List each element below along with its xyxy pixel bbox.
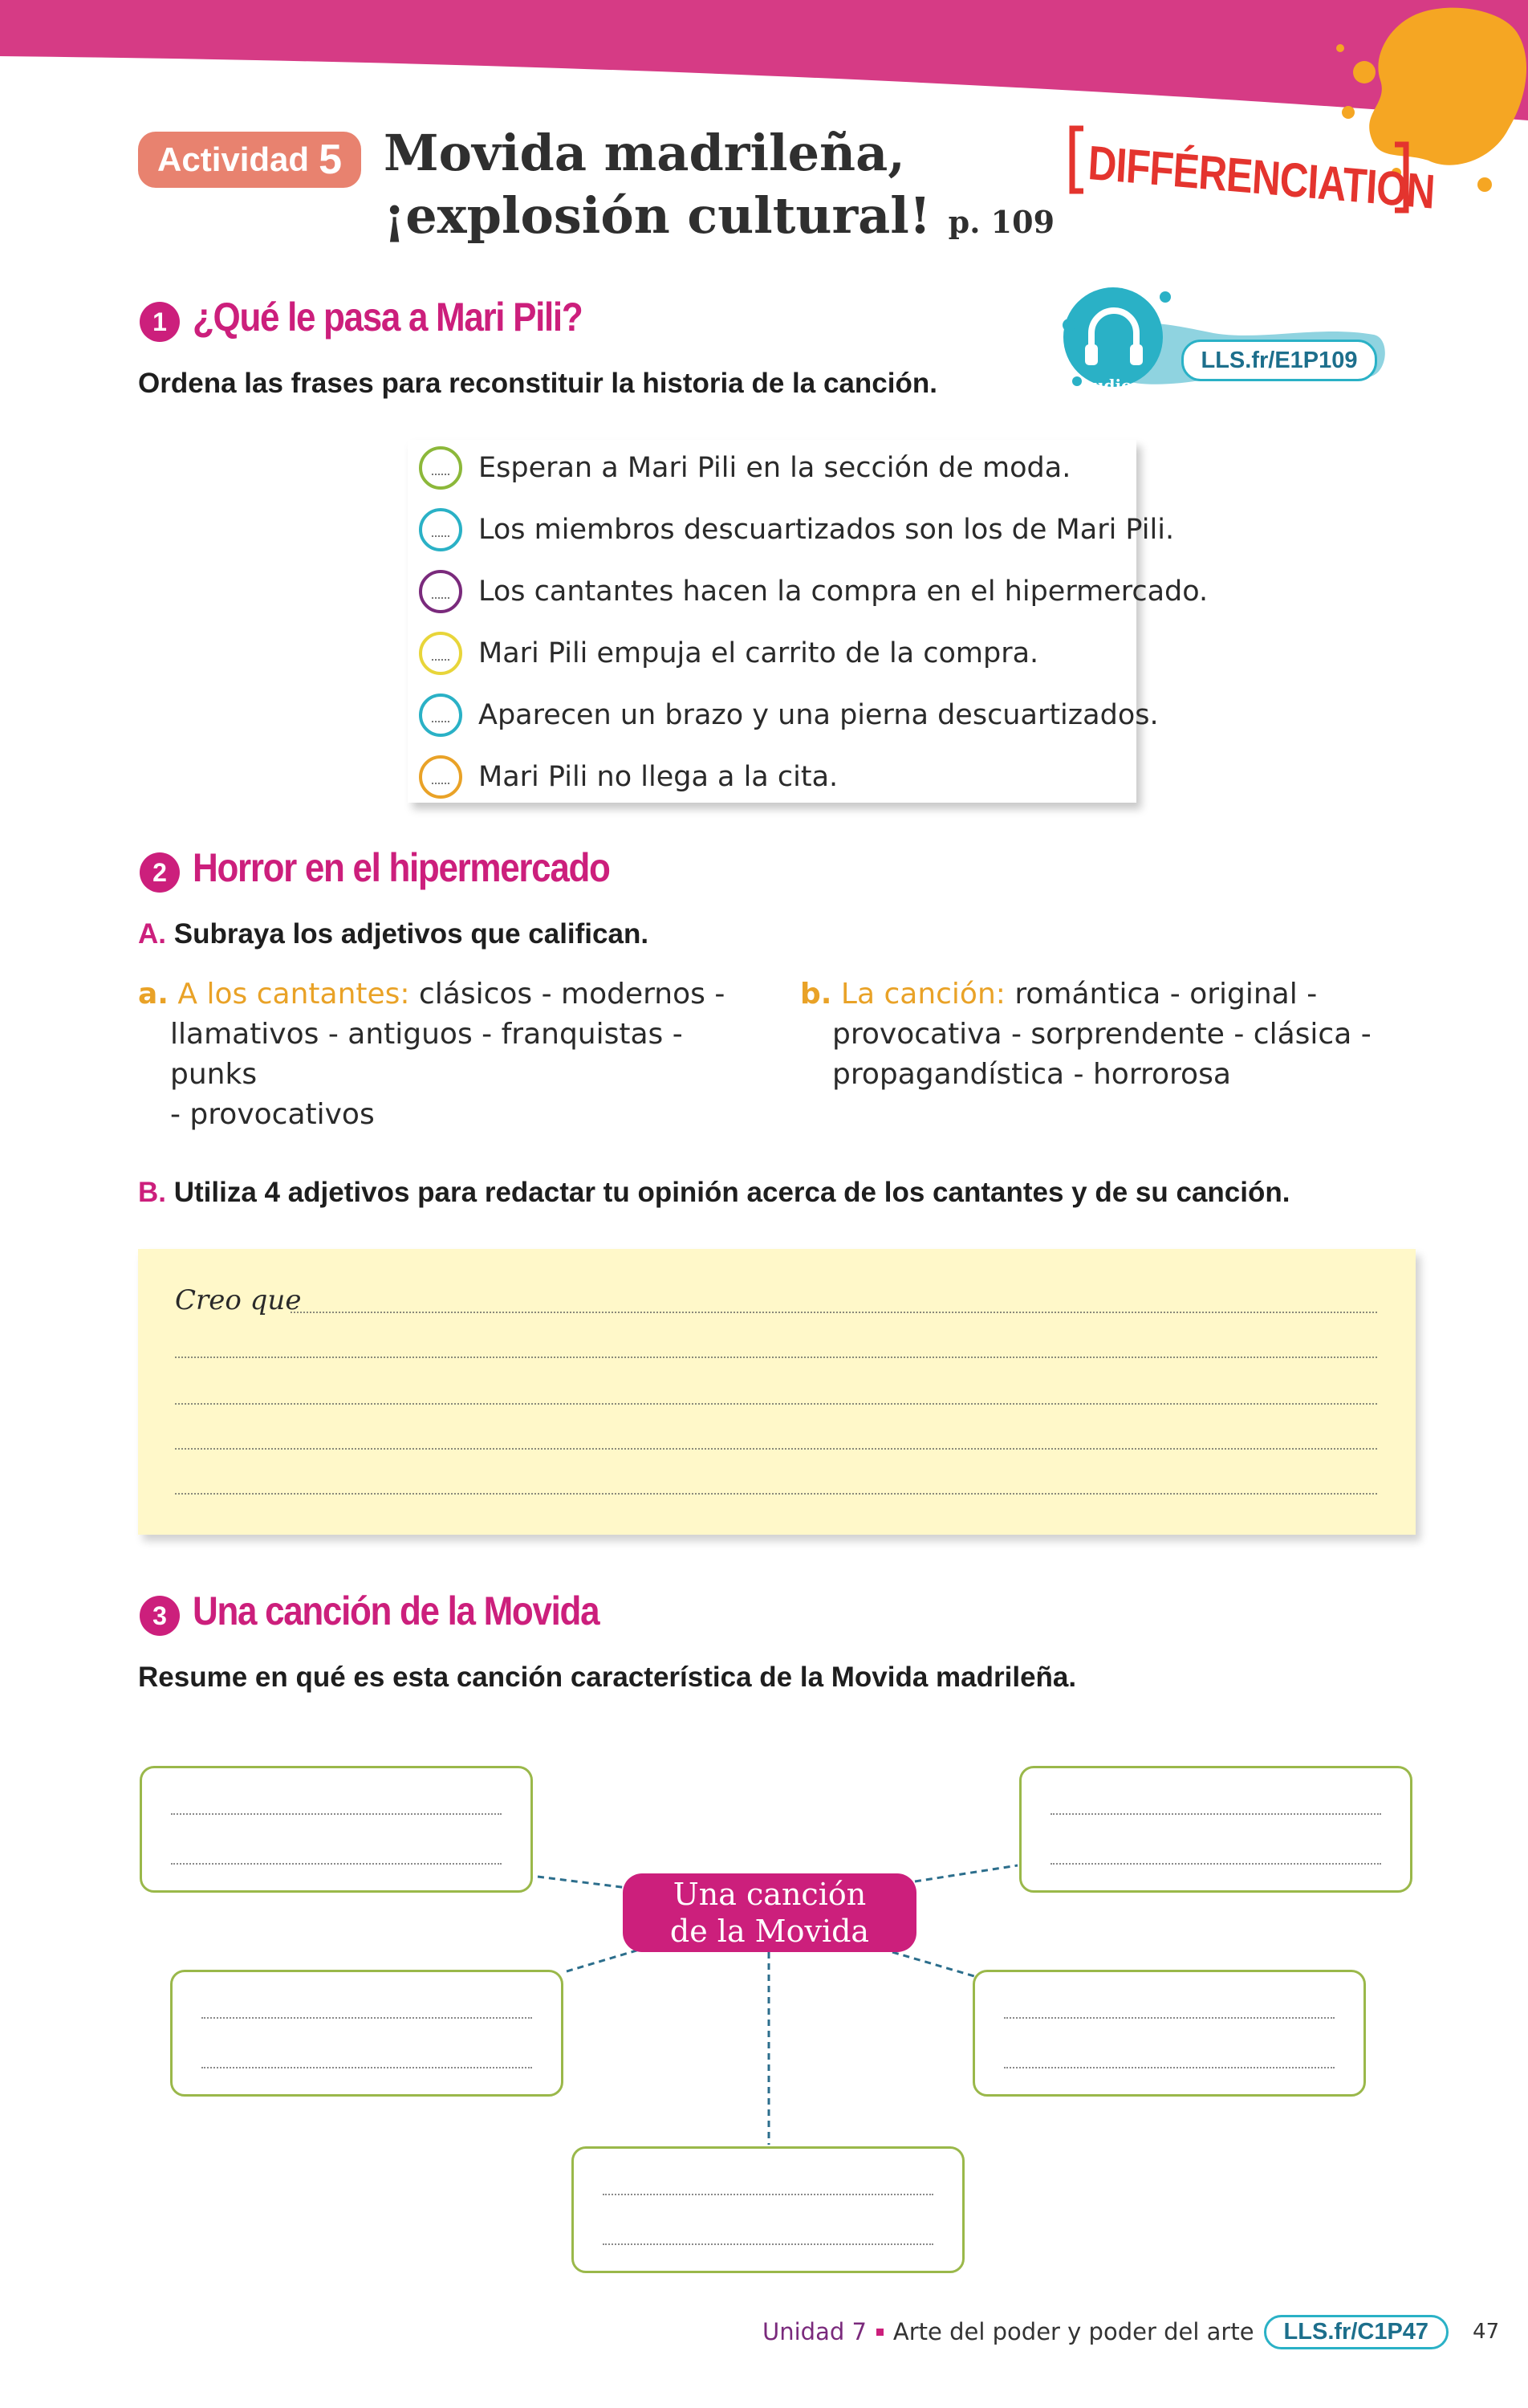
page-title: [384, 122, 1055, 254]
sentence-text: Los cantantes hacen la compra en el hipermercado.: [478, 576, 1209, 608]
footer-unit: Unidad 7: [762, 2318, 867, 2345]
col-a-line[interactable]: llamativos - antiguos - franquistas - punks: [170, 1018, 683, 1091]
col-b-line[interactable]: propagandística - horrorosa: [832, 1058, 1231, 1091]
order-circle-input[interactable]: [419, 632, 462, 675]
sentence-text: Mari Pili empuja el carrito de la compra.: [478, 637, 1039, 669]
section-2-number: 2: [140, 852, 180, 893]
title-line-1: Movida madrileña,: [384, 124, 905, 182]
writing-line[interactable]: [175, 1448, 1377, 1450]
sentence-text: Mari Pili no llega a la cita.: [478, 761, 839, 793]
page-number: 47: [1473, 2320, 1500, 2344]
writing-line[interactable]: [175, 1493, 1377, 1495]
writing-prompt: Creo que: [175, 1284, 302, 1316]
part-b-letter: B.: [138, 1177, 166, 1208]
part-a-text: Subraya los adjetivos que califican.: [173, 918, 649, 950]
bullet-square-icon: [876, 2329, 884, 2336]
differenciation-label: DIFFÉRENCIATION: [1087, 135, 1437, 219]
footer-subtitle: Arte del poder y poder del arte: [892, 2318, 1254, 2345]
sentence-text: Esperan a Mari Pili en la sección de moda.: [478, 452, 1071, 484]
section-1-number: 1: [140, 302, 180, 342]
writing-line[interactable]: [175, 1357, 1377, 1358]
activity-number: 5: [319, 136, 342, 183]
section-3-number: 3: [140, 1596, 180, 1636]
page-footer: [762, 2312, 1499, 2352]
center-line-2: de la Movida: [669, 1914, 870, 1949]
list-item: [419, 440, 1071, 496]
order-circle-input[interactable]: [419, 755, 462, 799]
order-circle-input[interactable]: [419, 694, 462, 737]
mind-map-center: [623, 1873, 916, 1952]
title-line-2: ¡explosión cultural!: [384, 186, 932, 245]
top-banner: [0, 0, 1528, 120]
col-b-line[interactable]: provocativa - sorprendente - clásica -: [832, 1018, 1372, 1051]
col-a-line[interactable]: - provocativos: [170, 1098, 375, 1131]
order-circle-input[interactable]: [419, 446, 462, 490]
col-a-label: A los cantantes:: [177, 978, 410, 1011]
activity-badge: [138, 132, 361, 188]
order-circle-input[interactable]: [419, 508, 462, 551]
differenciation-stamp: [1066, 120, 1437, 219]
mind-map-box-middle-left[interactable]: [170, 1970, 563, 2097]
mind-map-box-top-right[interactable]: [1019, 1766, 1412, 1893]
mind-map-box-top-left[interactable]: [140, 1766, 533, 1893]
part-b-text: Utiliza 4 adjetivos para redactar tu opinión acerca de los cantantes y de su canción.: [173, 1177, 1290, 1208]
col-a-letter: a.: [138, 978, 169, 1011]
part-a-instruction: [138, 918, 648, 950]
section-3-instruction: Resume en qué es esta canción característica de la Movida madrileña.: [138, 1662, 1077, 1693]
col-b-line[interactable]: romántica - original -: [1014, 978, 1318, 1011]
adjectives-song: [800, 974, 1410, 1095]
sentence-text: Los miembros descuartizados son los de Mari Pili.: [478, 514, 1175, 546]
opinion-writing-area[interactable]: [138, 1249, 1416, 1535]
col-a-line[interactable]: clásicos - modernos -: [418, 978, 725, 1011]
list-item: [419, 749, 838, 805]
col-b-label: La canción:: [840, 978, 1006, 1011]
section-3-title: Una canción de la Movida: [193, 1588, 599, 1633]
list-item: [419, 563, 1208, 620]
activity-label: Actividad: [157, 140, 310, 178]
section-2-title: Horror en el hipermercado: [193, 845, 610, 890]
adjectives-singers: [138, 974, 764, 1135]
writing-line[interactable]: [291, 1312, 1377, 1313]
mind-map-box-middle-right[interactable]: [973, 1970, 1366, 2097]
mind-map-box-bottom[interactable]: [571, 2146, 965, 2273]
list-item: [419, 502, 1174, 558]
part-a-letter: A.: [138, 918, 166, 950]
order-circle-input[interactable]: [419, 570, 462, 613]
audio-link[interactable]: LLS.fr/E1P109: [1181, 340, 1377, 381]
section-1-instruction: Ordena las frases para reconstituir la historia de la canción.: [138, 368, 937, 399]
audio-label: audio: [1082, 376, 1132, 395]
col-b-letter: b.: [800, 978, 832, 1011]
footer-link[interactable]: LLS.fr/C1P47: [1264, 2315, 1449, 2349]
sentence-list: [408, 440, 1209, 803]
list-item: [419, 625, 1038, 681]
part-b-instruction: [138, 1177, 1290, 1209]
section-1-title: ¿Qué le pasa a Mari Pili?: [193, 295, 583, 340]
sentence-text: Aparecen un brazo y una pierna descuartizados.: [478, 699, 1159, 731]
writing-line[interactable]: [175, 1403, 1377, 1405]
page-reference: p. 109: [948, 204, 1055, 240]
center-line-1: Una canción: [673, 1877, 867, 1912]
list-item: [419, 687, 1159, 743]
